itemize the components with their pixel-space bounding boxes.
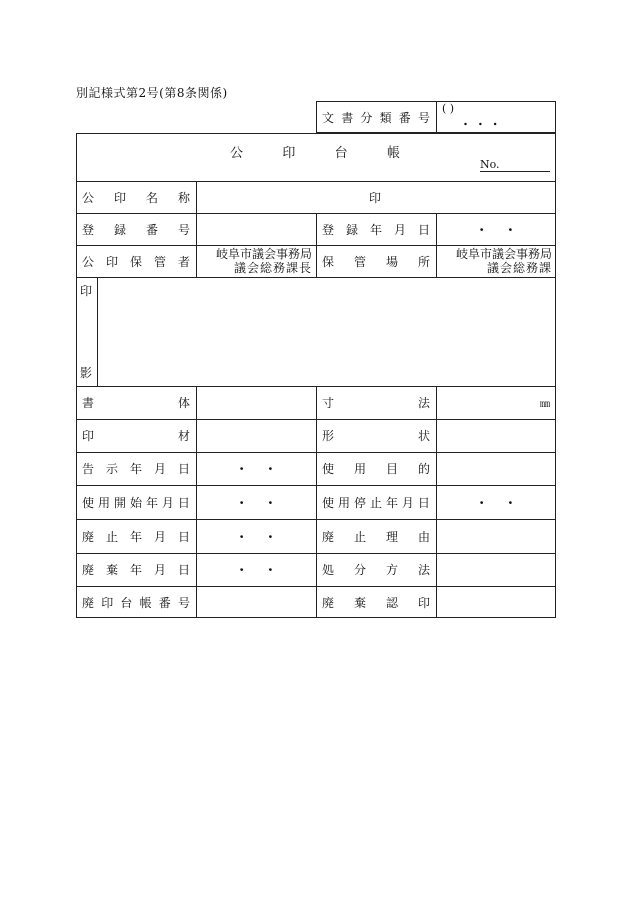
- font-value[interactable]: [200, 386, 312, 419]
- abolish-reason-label: 廃 止 理 由: [322, 529, 430, 544]
- font-label: 書 体: [82, 396, 190, 410]
- doc-class-paren[interactable]: ( ): [442, 102, 455, 115]
- abolish-reason-value[interactable]: [440, 519, 552, 553]
- material-value[interactable]: [200, 419, 312, 452]
- purpose-label: 使 用 目 的: [322, 462, 430, 476]
- impression-label-bottom: 影: [80, 366, 93, 380]
- number-label[interactable]: No.: [480, 158, 550, 172]
- purpose-value[interactable]: [440, 452, 552, 485]
- material-label: 印 材: [82, 429, 190, 443]
- discard-date-label: 廃 棄 年 月 日: [82, 563, 190, 577]
- abolish-date-label: 廃 止 年 月 日: [82, 529, 190, 544]
- impression-area[interactable]: [98, 278, 555, 385]
- discard-approval-value[interactable]: [440, 586, 552, 618]
- notice-date-label: 告 示 年 月 日: [82, 462, 190, 476]
- place-value[interactable]: 岐阜市議会事務局 議会総務課: [455, 247, 552, 275]
- keeper-label: 公 印 保 管 者: [82, 254, 190, 269]
- abolished-ledger-no-value[interactable]: [200, 586, 312, 618]
- start-date-label: 使 用 開 始 年 月 日: [82, 495, 190, 510]
- size-label: 寸 法: [322, 396, 430, 410]
- keeper-value[interactable]: 岐阜市議会事務局 議会総務課長: [215, 247, 312, 275]
- seal-name-label: 公 印 名 称: [82, 190, 190, 205]
- stop-date-label: 使 用 停 止 年 月 日: [322, 495, 430, 510]
- reg-no-label: 登 録 番 号: [82, 222, 190, 237]
- reg-date-label: 登 録 年 月 日: [322, 222, 430, 237]
- shape-label: 形 状: [322, 429, 430, 443]
- doc-class-label: 文 書 分 類 番 号: [322, 110, 430, 125]
- abolished-ledger-no-label: 廃 印 台 帳 番 号: [82, 595, 190, 610]
- disposal-method-label: 処 分 方 法: [322, 563, 430, 577]
- impression-label-top: 印: [80, 284, 93, 298]
- form-label: 別記様式第2号(第8条関係): [76, 86, 228, 100]
- shape-value[interactable]: [440, 419, 552, 452]
- abolish-date-value[interactable]: ・ ・: [235, 529, 277, 544]
- discard-date-value[interactable]: ・ ・: [235, 563, 277, 577]
- size-value[interactable]: ㎜: [540, 399, 550, 410]
- reg-date-value[interactable]: ・ ・: [475, 222, 517, 237]
- start-date-value[interactable]: ・ ・: [235, 495, 277, 510]
- seal-name-value[interactable]: 印: [368, 190, 381, 205]
- ledger-title: 公 印 台 帳: [230, 146, 400, 161]
- stop-date-value[interactable]: ・ ・: [475, 495, 517, 510]
- reg-no-value[interactable]: [200, 213, 312, 245]
- notice-date-value[interactable]: ・ ・: [235, 462, 277, 476]
- discard-approval-label: 廃 棄 認 印: [322, 595, 430, 610]
- disposal-method-value[interactable]: [440, 553, 552, 586]
- place-label: 保 管 場 所: [322, 254, 430, 269]
- doc-class-dots[interactable]: ・ ・ ・: [460, 118, 501, 131]
